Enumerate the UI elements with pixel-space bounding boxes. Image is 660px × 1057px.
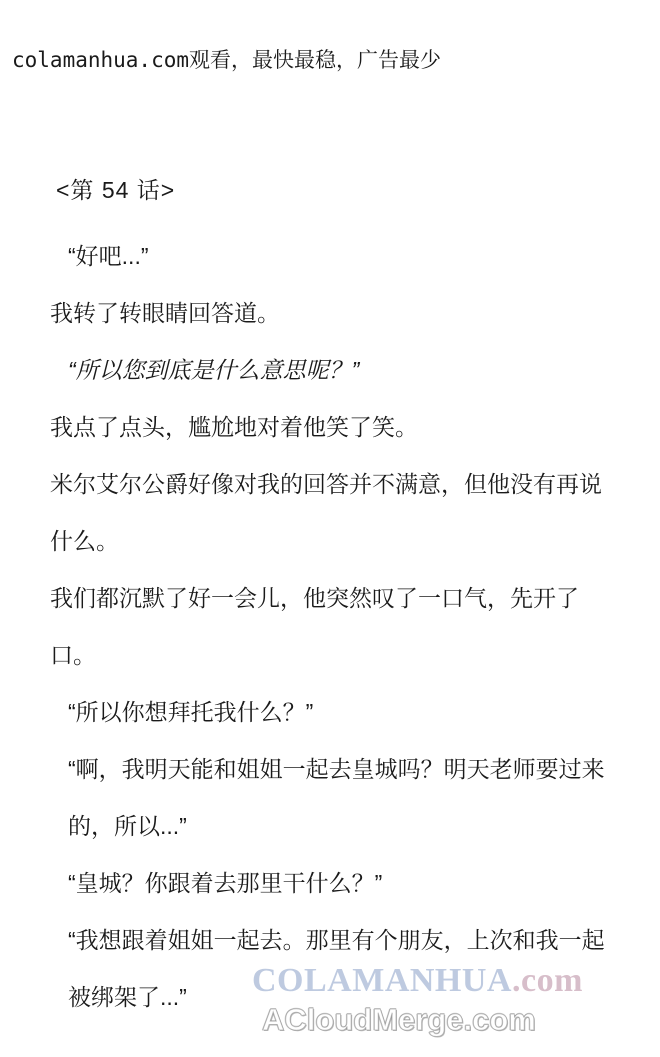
paragraph: 米尔艾尔公爵好像对我的回答并不满意，但他没有再说什么。 [50,471,602,554]
paragraph: 我转了转眼睛回答道。 [50,300,280,326]
chapter-body [50,228,620,1026]
paragraph: 我们都沉默了好一会儿，他突然叹了一口气，先开了口。 [50,585,579,668]
paragraph: “啊，我明天能和姐姐一起去皇城吗？明天老师要过来的，所以...” [68,756,605,839]
paragraph: 我点了点头，尴尬地对着他笑了笑。 [50,414,418,440]
paragraph: “皇城？你跟着去那里干什么？” [68,870,383,896]
paragraph: “所以你想拜托我什么？” [68,699,314,725]
watermark-site-tld: .com [511,962,583,999]
paragraph: “所以您到底是什么意思呢？” [68,357,360,383]
watermark-site-name: COLAMANHUA [252,962,512,999]
paragraph: “我想跟着姐姐一起去。那里有个朋友，上次和我一起被绑架了...” [68,927,605,1010]
watermark-acloudmerge: ACloudMerge.com [262,1002,536,1037]
chapter-title: <第 54 话> [56,177,176,203]
paragraph: “好吧...” [68,243,149,269]
site-header-notice: colamanhua.com观看，最快最稳，广告最少 [12,48,442,72]
